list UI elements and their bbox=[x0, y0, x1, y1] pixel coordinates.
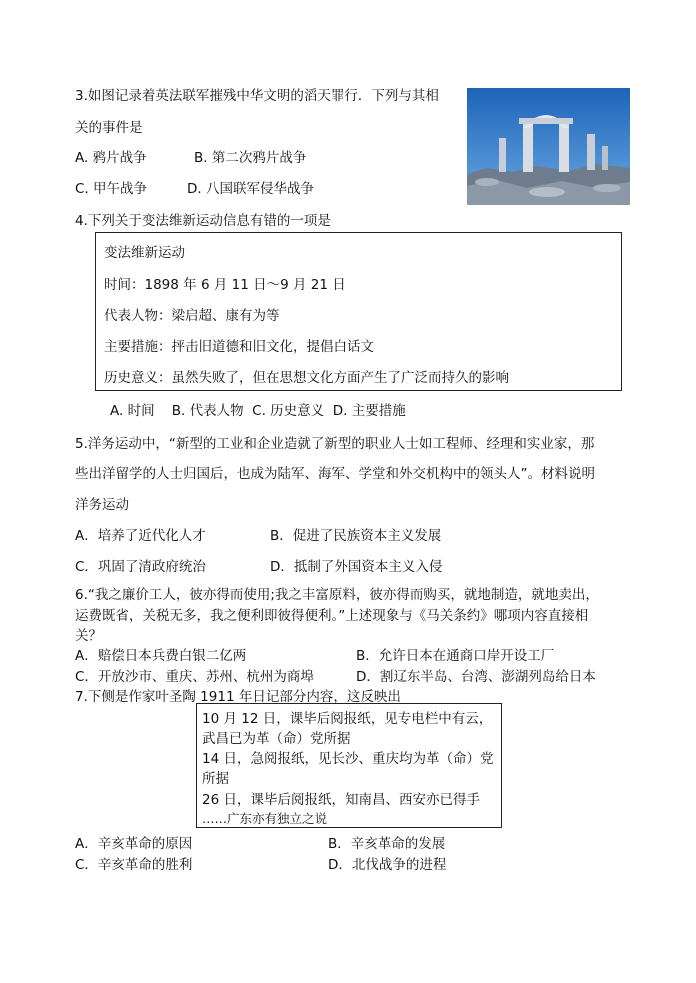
q7-box-line: 10 月 12 日，课毕后阅报纸，见专电栏中有云， bbox=[202, 711, 493, 727]
q7-option-d: D．北伐战争的进程 bbox=[328, 857, 447, 873]
q3-option-c: C. 甲午战争 bbox=[75, 181, 148, 197]
q3-option-d: D. 八国联军侵华战争 bbox=[187, 181, 314, 197]
q5-option-c: C．巩固了清政府统治 bbox=[75, 559, 206, 575]
q6-stem-line3: 关？ bbox=[75, 628, 102, 644]
ruins-photo bbox=[467, 88, 630, 205]
q7-box-line: 14 日，急阅报纸，见长沙、重庆均为革（命）党 bbox=[202, 751, 494, 767]
q3-stem-line2: 关的事件是 bbox=[75, 120, 143, 136]
q7-box-line: 所据 bbox=[202, 771, 229, 787]
q6-stem-line1: 6.“我之廉价工人，彼亦得而使用;我之丰富原料，彼亦得而购买，就地制造，就地卖出， bbox=[75, 587, 599, 603]
q6-option-d: D．割辽东半岛、台湾、澎湖列岛给日本 bbox=[356, 669, 596, 685]
q7-option-c: C．辛亥革命的胜利 bbox=[75, 857, 193, 873]
q7-box-line: 26 日，课毕后阅报纸，知南昌、西安亦已得手 bbox=[202, 792, 480, 808]
q3-stem-line1: 3.如图记录着英法联军摧残中华文明的滔天罪行．下列与其相 bbox=[75, 88, 439, 104]
q5-option-b: B．促进了民族资本主义发展 bbox=[270, 528, 442, 544]
q4-box-line: 代表人物：梁启超、康有为等 bbox=[104, 308, 280, 324]
q4-box-line: 历史意义：虽然失败了，但在思想文化方面产生了广泛而持久的影响 bbox=[104, 370, 509, 386]
q6-stem-line2: 运费既省，关税无多，我之便利即彼得便利。”上述现象与《马关条约》哪项内容直接相 bbox=[75, 608, 589, 624]
q4-stem: 4.下列关于变法维新运动信息有错的一项是 bbox=[75, 213, 331, 229]
q7-diary-box bbox=[196, 703, 502, 828]
q3-option-a: A. 鸦片战争 bbox=[75, 150, 147, 166]
q5-stem-line3: 洋务运动 bbox=[75, 497, 129, 513]
q4-info-box bbox=[95, 232, 622, 391]
q6-option-b: B．允许日本在通商口岸开设工厂 bbox=[356, 648, 555, 664]
q7-box-line: 武昌已为革（命）党所据 bbox=[202, 731, 351, 747]
q3-option-b: B. 第二次鸦片战争 bbox=[194, 150, 307, 166]
q6-option-a: A．赔偿日本兵费白银二亿两 bbox=[75, 648, 247, 664]
q4-box-line: 主要措施：抨击旧道德和旧文化，提倡白话文 bbox=[104, 339, 374, 355]
q7-box-line: ……广东亦有独立之说 bbox=[202, 811, 328, 826]
q5-option-a: A．培养了近代化人才 bbox=[75, 528, 206, 544]
q4-box-line: 变法维新运动 bbox=[104, 245, 185, 261]
q4-box-line: 时间：1898 年 6 月 11 日～9 月 21 日 bbox=[104, 277, 346, 293]
q6-option-c: C．开放沙市、重庆、苏州、杭州为商埠 bbox=[75, 669, 314, 685]
q4-options: A. 时间 B. 代表人物 C. 历史意义 D. 主要措施 bbox=[110, 403, 406, 419]
q7-option-b: B．辛亥革命的发展 bbox=[328, 836, 446, 852]
q5-stem-line2: 些出洋留学的人士归国后，也成为陆军、海军、学堂和外交机构中的领头人”。材料说明 bbox=[75, 466, 595, 482]
q5-option-d: D．抵制了外国资本主义入侵 bbox=[270, 559, 443, 575]
q7-stem: 7.下侧是作家叶圣陶 1911 年日记部分内容，这反映出 bbox=[75, 689, 401, 705]
q7-option-a: A．辛亥革命的原因 bbox=[75, 836, 193, 852]
q5-stem-line1: 5.洋务运动中，“新型的工业和企业造就了新型的职业人士如工程师、经理和实业家，那 bbox=[75, 436, 595, 452]
